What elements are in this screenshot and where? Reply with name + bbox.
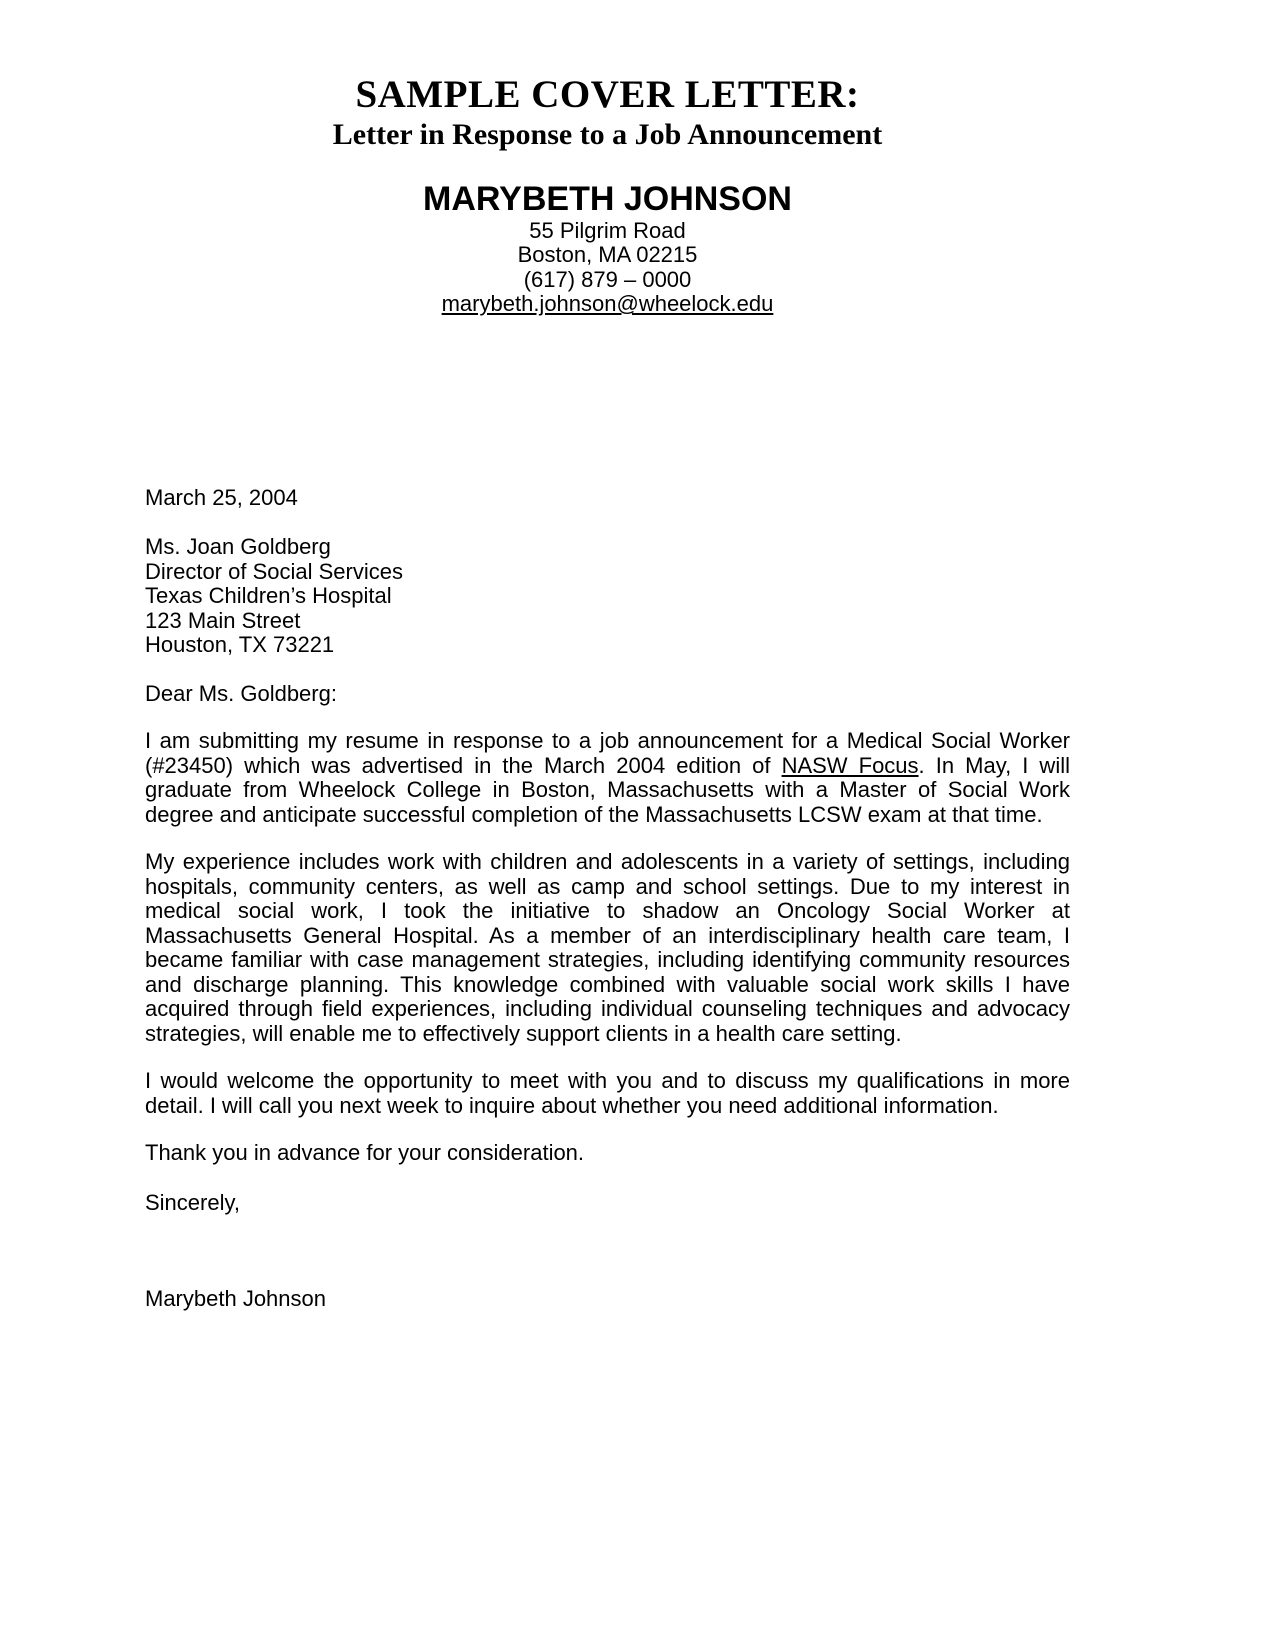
body-paragraph-1 [145,729,1070,827]
recipient-street: 123 Main Street [145,607,301,633]
salutation: Dear Ms. Goldberg: [145,680,337,706]
sender-phone: (617) 879 – 0000 [523,266,692,292]
signature-name: Marybeth Johnson [145,1286,326,1312]
recipient-city-state-zip: Houston, TX 73221 [145,632,335,658]
body-paragraph-4: Thank you in advance for your consideration. [145,1140,585,1166]
sender-name: MARYBETH JOHNSON [423,179,792,218]
recipient-name: Ms. Joan Goldberg [145,534,331,560]
paragraph-1-text-before-publication: I am submitting my resume in response to a job announcement for a Medical Social Worker (#23450) which was advertised in the March 2004 edition of [145,728,1070,778]
valediction: Sincerely, [145,1189,240,1215]
recipient-address-block [145,535,1070,658]
sender-street: 55 Pilgrim Road [529,217,686,243]
body-paragraph-2: My experience includes work with children and adolescents in a variety of settings, including hospitals, community centers, as well as camp and school settings. Due to my interest in medical social work, I took the initiative to shadow an Oncology Social Worker at Massachusetts General Hospital. As a member of an interdisciplinary health care team, I became familiar with case management strategies, including identifying community resources and discharge planning. This knowledge combined with valuable social work skills I have acquired through field experiences, including individual counseling techniques and advocacy strategies, will enable me to effectively support clients in a health care setting. [145,849,1070,1046]
publication-name: NASW Focus [781,752,919,778]
paragraph-1-text-after-publication: . In May, I will graduate from Wheelock College in Boston, Massachusetts with a Master of Social Work degree and anticipate successful completion of the Massachusetts LCSW exam at that time. [145,752,1070,827]
recipient-job-title: Director of Social Services [145,558,403,584]
document-title: SAMPLE COVER LETTER: [355,73,860,116]
body-paragraph-3: I would welcome the opportunity to meet with you and to discuss my qualifications in more detail. I will call you next week to inquire about whether you need additional information. [145,1068,1070,1118]
sender-city-state-zip: Boston, MA 02215 [517,242,698,268]
document-header [145,0,1070,153]
sender-email: marybeth.johnson@wheelock.edu [441,291,774,317]
letterhead [145,179,1070,317]
document-subtitle: Letter in Response to a Job Announcement [332,117,883,151]
letter-date: March 25, 2004 [145,484,298,510]
recipient-organization: Texas Children’s Hospital [145,583,392,609]
